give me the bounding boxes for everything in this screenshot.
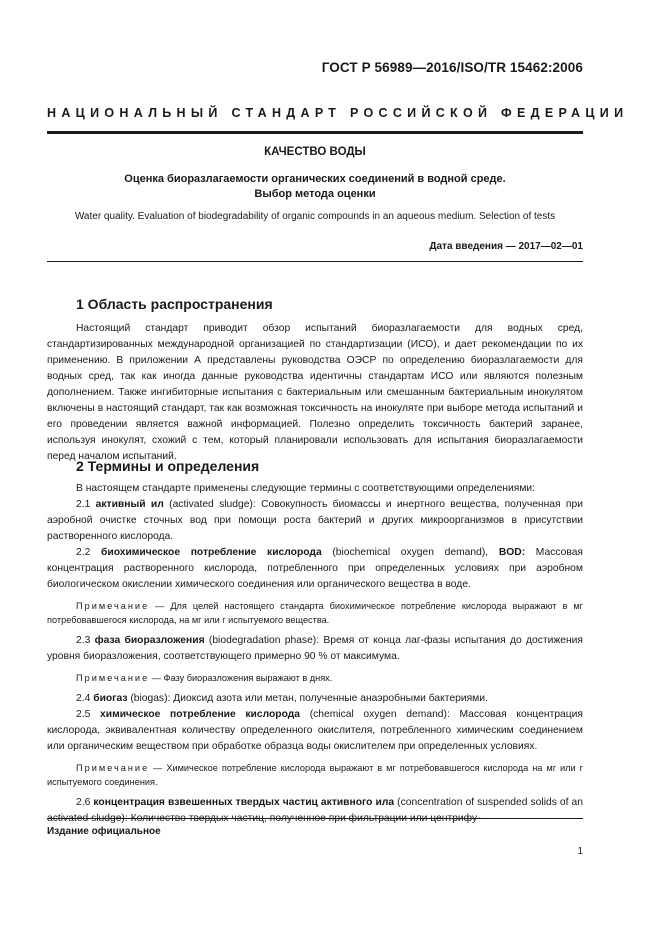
term-2-6 — [47, 795, 583, 827]
term-definition: (activated sludge): Совокупность биомассы и инертного вещества, полученная при аэробной очистке сточных вод при помощи роста бактерий и других микроорганизмов в присутствии растворенного кислорода. — [47, 499, 583, 542]
term-number: 2.2 — [76, 547, 91, 558]
note-label: Примечание — [76, 673, 150, 683]
term-name: активный ил — [95, 499, 164, 510]
section-2-body — [47, 481, 583, 827]
subtitle-line-1: Оценка биоразлагаемости органических соединений в водной среде. — [124, 173, 506, 185]
term-2-3 — [47, 633, 583, 665]
note-text: — Химическое потребление кислорода выражают в мг потребовавшегося кислорода на мг или г испытуемого соединения. — [47, 763, 583, 787]
note-1 — [47, 599, 583, 627]
term-english: (biochemical oxygen demand), — [321, 547, 499, 558]
note-2 — [47, 671, 583, 685]
term-number: 2.1 — [76, 499, 91, 510]
edition-label: Издание официальное — [47, 826, 161, 837]
term-definition: (chemical oxygen demand): Массовая концентрация кислорода, эквивалентная количеству определенного окислителя, потребленного химическим соединением или органическим веществом при обработке образца воды окислителем при определенных условиях. — [47, 709, 584, 752]
section-1-heading: 1 Область распространения — [76, 296, 273, 312]
note-text: — Для целей настоящего стандарта биохимическое потребление кислорода выражают в мг потребовавшегося кислорода, на мг или г испытуемого вещества. — [47, 601, 583, 625]
note-text: — Фазу биоразложения выражают в днях. — [149, 673, 333, 683]
term-2-4 — [47, 691, 583, 707]
section-1-body — [47, 321, 583, 465]
note-3 — [47, 761, 583, 789]
document-code: ГОСТ Р 56989—2016/ISO/TR 15462:2006 — [321, 60, 583, 75]
term-definition: (concentration of suspended solids of an — [397, 797, 583, 808]
national-standard-banner: НАЦИОНАЛЬНЫЙ СТАНДАРТ РОССИЙСКОЙ ФЕДЕРАЦИИ — [47, 106, 629, 120]
term-2-2 — [47, 545, 583, 593]
term-number: 2.6 — [76, 797, 91, 808]
header-rule — [47, 131, 583, 134]
term-2-5 — [47, 707, 583, 755]
term-name: биохимическое потребление кислорода — [101, 547, 322, 558]
section-1-paragraph: Настоящий стандарт приводит обзор испытаний биоразлагаемости для водных сред, стандартизированных международной организацией по стандартизации (ИСО), и дает рекомендации по их применению. В приложении А представлены руководства ОЭСР по определению биоразлагаемости для водных сред, так как иногда данные руководства идентичны стандартам ИСО или являются полезным дополнением. Также ингибиторные испытания с бактериальным или смешанным бактериальным инокулятом включены в настоящий стандарт, так как возможная токсичность на инокуляте при выборе метода испытаний и его проведении является важной информацией. Полезно определить токсичность бактерий заранее, используя инокулят, схожий с тем, который планировали использовать для испытания биоразлагаемости перед началом испытаний. — [47, 323, 583, 462]
note-label: Примечание — [76, 763, 150, 773]
term-number: 2.4 — [76, 693, 91, 704]
term-number: 2.5 — [76, 709, 91, 720]
note-label: Примечание — [76, 601, 150, 611]
term-name: химическое потребление кислорода — [100, 709, 301, 720]
term-abbreviation: BOD: — [498, 547, 526, 558]
subtitle-line-2: Выбор метода оценки — [254, 188, 376, 200]
term-definition: Массовая концентрация растворенного кислорода, потребленного при определенных условиях при аэробном биологическом окислении химического соединения или органического вещества в воде. — [47, 547, 583, 590]
footer-rule — [47, 818, 583, 819]
introduction-date: Дата введения — 2017—02—01 — [429, 241, 583, 252]
term-2-1 — [47, 497, 583, 545]
page-number: 1 — [577, 846, 583, 857]
section-2-heading: 2 Термины и определения — [76, 458, 260, 474]
term-definition: (biodegradation phase): Время от конца лаг-фазы испытания до достижения уровня биоразложения, соответствующего примерно 90 % от максимума. — [47, 635, 584, 662]
main-title: КАЧЕСТВО ВОДЫ — [264, 146, 366, 158]
date-rule — [47, 261, 583, 262]
term-name: фаза биоразложения — [94, 635, 205, 646]
term-definition: (biogas): Диоксид азота или метан, полученные анаэробными бактериями. — [127, 693, 488, 704]
subtitle — [47, 172, 583, 202]
term-number: 2.3 — [76, 635, 91, 646]
term-name: биогаз — [93, 693, 128, 704]
term-name: концентрация взвешенных твердых частиц активного ила — [93, 797, 395, 808]
english-title: Water quality. Evaluation of biodegradability of organic compounds in an aqueous medium. Selection of tests — [74, 211, 556, 222]
section-2-intro: В настоящем стандарте применены следующие термины с соответствующими определениями: — [76, 483, 536, 494]
